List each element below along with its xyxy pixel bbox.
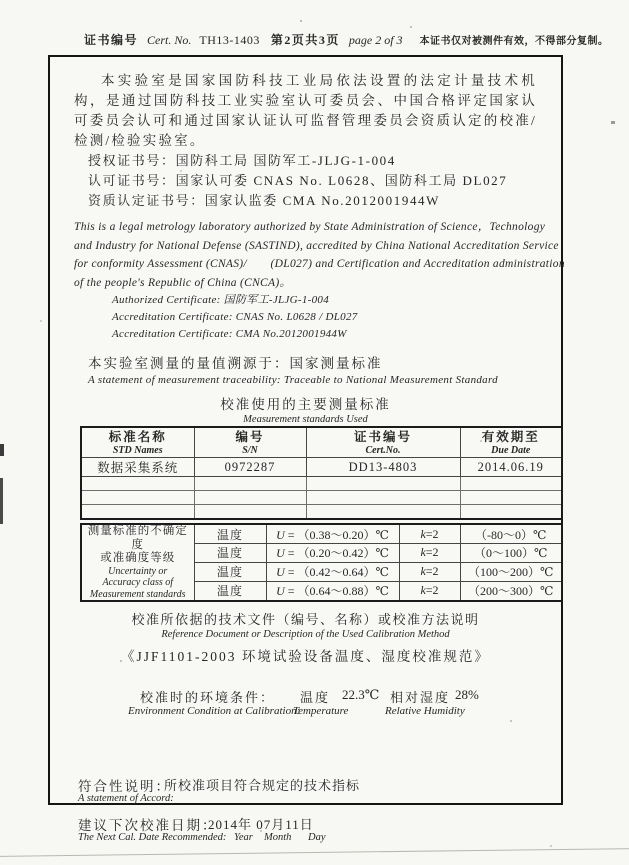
cell-uncertainty: U = （0.42～0.64）℃ — [266, 562, 399, 581]
standards-table-empty-row — [81, 477, 562, 491]
env-label-zh: 校准时的环境条件： — [140, 690, 276, 705]
traceability-statement-en: A statement of measurement traceability: Traceable to National Measurement Standard — [88, 374, 498, 386]
accord-label-en: A statement of Accord: — [78, 793, 174, 804]
certificate-body — [50, 57, 565, 848]
accord-value-zh: 所校准项目符合规定的技术指标 — [164, 778, 361, 793]
traceability-statement-zh: 本实验室测量的量值溯源于：国家测量标准 — [88, 356, 383, 371]
cell-k: k=2 — [399, 562, 460, 581]
env-rh-label-en: Relative Humidity — [385, 705, 465, 717]
next-cal-unit-year: Year — [234, 832, 253, 843]
reference-title-zh: 校准所依据的技术文件（编号、名称）或校准方法说明 — [131, 612, 480, 627]
cell-k: k=2 — [399, 524, 460, 544]
next-cal-unit-day: Day — [308, 832, 326, 843]
empty-cell — [81, 505, 194, 520]
empty-cell — [460, 477, 562, 491]
empty-cell — [460, 491, 562, 505]
intro-en-line-1: This is a legal metrology laboratory authorized by State Administration of Science，Technology — [74, 221, 546, 233]
header-due-date: 有效期至 Due Date — [460, 427, 562, 458]
authorized-cert-line-en: Authorized Certificate: 国防军工-JLJG-1-004 — [112, 294, 329, 306]
cell-range: （200～300）℃ — [460, 581, 562, 601]
accord-label-zh: 符合性说明： — [78, 779, 171, 794]
empty-cell — [306, 477, 460, 491]
qualification-cert-line-en: Accreditation Certificate: CMA No.2012001944W — [112, 328, 347, 340]
scan-artifact-line — [0, 848, 629, 857]
cell-std-name: 数据采集系统 — [81, 458, 194, 477]
lab-intro-paragraph-zh: 本实验室是国家国防科技工业局依法设置的法定计量技术机构，是通过国防科技工业实验室认可委员会、中国合格评定国家认可委员会认可和通过国家认证认可监督管理委员会资质认定的校准/检测/检验实验室。 — [74, 73, 537, 148]
cert-no-value: TH13-1403 — [199, 33, 260, 47]
uncertainty-label-cell: 测量标准的不确定度 或准确度等级 Uncertainty or Accuracy class of Measurement standards — [81, 524, 194, 601]
cert-no-label-zh: 证书编号 — [84, 33, 139, 47]
standards-table-empty-row — [81, 505, 562, 520]
cell-param: 温度 — [194, 524, 266, 544]
intro-en-line-2: and Industry for National Defense (SASTIND), accredited by China National Accreditation Service — [74, 239, 559, 252]
cell-param: 温度 — [194, 581, 266, 601]
page-indicator-en: page 2 of 3 — [348, 33, 403, 47]
cell-cert-no: DD13-4803 — [306, 458, 460, 477]
standards-table-row — [81, 458, 562, 477]
accredited-cert-line-en: Accreditation Certificate: CNAS No. L0628 / DL027 — [112, 311, 358, 323]
env-label-en: Environment Condition at Calibration: — [128, 705, 301, 717]
intro-en-line-4: of the people's Republic of China (CNCA)。 — [74, 276, 292, 289]
standards-table-header-row — [81, 427, 562, 458]
env-temp-label-zh: 温度 — [300, 690, 331, 705]
uncertainty-table — [80, 523, 563, 602]
header-std-names: 标准名称 STD Names — [81, 427, 194, 458]
scan-smudge — [611, 121, 615, 124]
header-cert-no: 证书编号 Cert.No. — [306, 427, 460, 458]
next-cal-unit-month: Month — [264, 832, 292, 843]
cell-due: 2014.06.19 — [460, 458, 562, 477]
empty-cell — [194, 477, 306, 491]
qualification-cert-line-zh: 资质认定证书号：国家认监委 CMA No.2012001944W — [88, 193, 441, 208]
standards-table — [80, 426, 563, 520]
next-cal-label-zh: 建议下次校准日期： — [78, 818, 218, 833]
env-temp-value: 22.3℃ — [342, 687, 380, 702]
standards-table-empty-row — [81, 491, 562, 505]
intro-en-line-3: for conformity Assessment (CNAS)/ (DL027) and Certification and Accreditation administration — [74, 258, 565, 270]
scan-smudge — [0, 478, 3, 524]
authorized-cert-line-zh: 授权证书号：国防科工局 国防军工-JLJG-1-004 — [88, 153, 396, 168]
cell-param: 温度 — [194, 544, 266, 563]
empty-cell — [81, 477, 194, 491]
page-indicator-zh: 第2页共3页 — [270, 33, 340, 47]
cell-range: （-80～0）℃ — [460, 524, 562, 544]
scan-smudge — [0, 444, 4, 456]
page-header — [84, 31, 609, 48]
cell-param: 温度 — [194, 562, 266, 581]
cert-no-label-en: Cert. No. — [147, 33, 192, 47]
env-rh-value: 28% — [455, 687, 479, 702]
cell-sn: 0972287 — [194, 458, 306, 477]
next-cal-value: 2014年 07月11日 — [208, 817, 314, 832]
empty-cell — [194, 491, 306, 505]
environment-conditions — [74, 687, 537, 721]
next-cal-label-en: The Next Cal. Date Recommended: — [78, 832, 227, 843]
copy-notice: 本证书仅对被测件有效，不得部分复制。 — [419, 36, 609, 47]
standards-table-title-en: Measurement standards Used — [243, 414, 368, 425]
env-rh-label-zh: 相对湿度 — [390, 690, 451, 705]
empty-cell — [194, 505, 306, 520]
standards-table-title-zh: 校准使用的主要测量标准 — [220, 397, 391, 412]
next-cal-date — [74, 814, 537, 848]
reference-title-en: Reference Document or Description of the Used Calibration Method — [161, 629, 450, 640]
header-sn: 编号 S/N — [194, 427, 306, 458]
cell-range: （0～100）℃ — [460, 544, 562, 563]
cell-k: k=2 — [399, 544, 460, 563]
empty-cell — [460, 505, 562, 520]
cell-uncertainty: U = （0.64～0.88）℃ — [266, 581, 399, 601]
uncertainty-row — [81, 524, 562, 544]
reference-document: 《JJF1101-2003 环境试验设备温度、湿度校准规范》 — [121, 649, 490, 664]
accord-statement — [74, 775, 537, 807]
env-temp-label-en: Temperature — [293, 705, 349, 717]
certificate-body-frame — [48, 55, 565, 843]
empty-cell — [306, 505, 460, 520]
cell-uncertainty: U = （0.38～0.20）℃ — [266, 524, 399, 544]
empty-cell — [81, 491, 194, 505]
cell-uncertainty: U = （0.20～0.42）℃ — [266, 544, 399, 563]
accredited-cert-line-zh: 认可证书号：国家认可委 CNAS No. L0628、国防科工局 DL027 — [88, 173, 508, 188]
cell-k: k=2 — [399, 581, 460, 601]
scan-noise — [300, 20, 302, 22]
lab-intro-paragraph-en — [74, 218, 565, 292]
empty-cell — [306, 491, 460, 505]
cell-range: （100～200）℃ — [460, 562, 562, 581]
